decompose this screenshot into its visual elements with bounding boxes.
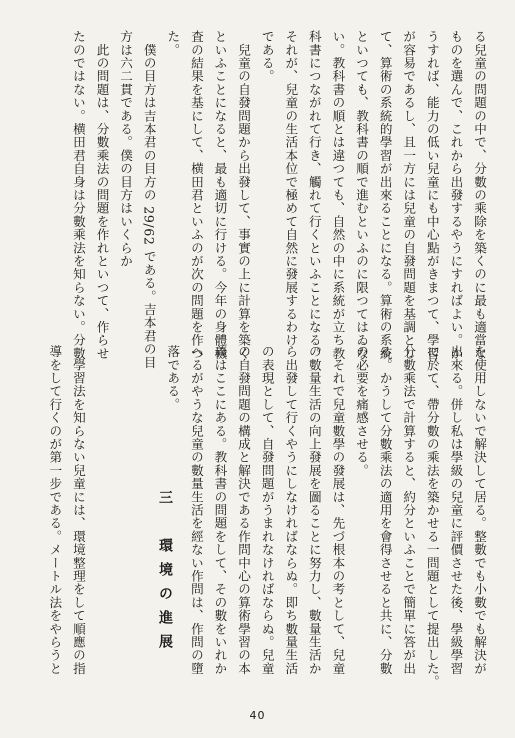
section-heading: 三 環境の進展	[157, 490, 173, 658]
page-number: 40	[249, 709, 266, 722]
upper-body-text: る兒童の問題の中で、分數の乘除を築くのに最も適當な ものを選んで、これから出發するやうにすればよい。か うすれば、能力の低い兒童にも中心點がきまつて、學習 が容易であるし、且一方には兒童の自發問題を基調とし て、算術の系統的學習が出來ることになる。算術の系統 といつても、教科書の順で進むといふのに限つてはゐな い。教科書の順とは違つても、自然の中に系統が立ち教 科書につながれて行き、觸れて行くといふことになる。 それが、兒童の生活本位で極めて自然に發展するわけ である。 兒童の自發問題から出發して、事實の上に計算を築く といふことになると、最も適切に行ける。今年の身體檢 査の結果を基にして、横田君といふのが次の問題を作つ た。 僕の目方は吉本君の目方の 29/62 である。吉本君の目 方は六二貫である。僕の目方はいくらか 此の問題は、分數乘法の問題を作れといつて、作らせ たのではない。横田君自身は分數乘法を知らない。分數	[70, 30, 487, 369]
lower-body-text: を使用しないで解決して居る。整數でも小數でも解決が 出來る。併し私は學級の兒童に評價させた後、學級學習 に於て、帶分數の乘法を築かせる一問題として提出した。 分數乘法で計算すると、約分といふことで簡單に答が出 る。かうして分數乘法の適用を會得させると共に、分數 の必要を痛感させる。 それで兒童數學の發展は、先づ根本の考として、兒童 の數量生活の向上發展を圖ることに努力し、數量生活か ら出發して行くやうにしなければならぬ。即ち數量生活 の表現として、自發問題がうまれなければならぬ。兒童 の自發問題の構成と解決である作問中心の算術學習の本 義はここにある。教科書の問題をして、その數をいれか へるがやうな兒童の數量生活を經ない作問は、作問の墮 落である。 學習法を知らない兒童には、環境整理をして順應の指 導をして行くのが第一步である。メートル法をやらうと	[47, 345, 487, 689]
